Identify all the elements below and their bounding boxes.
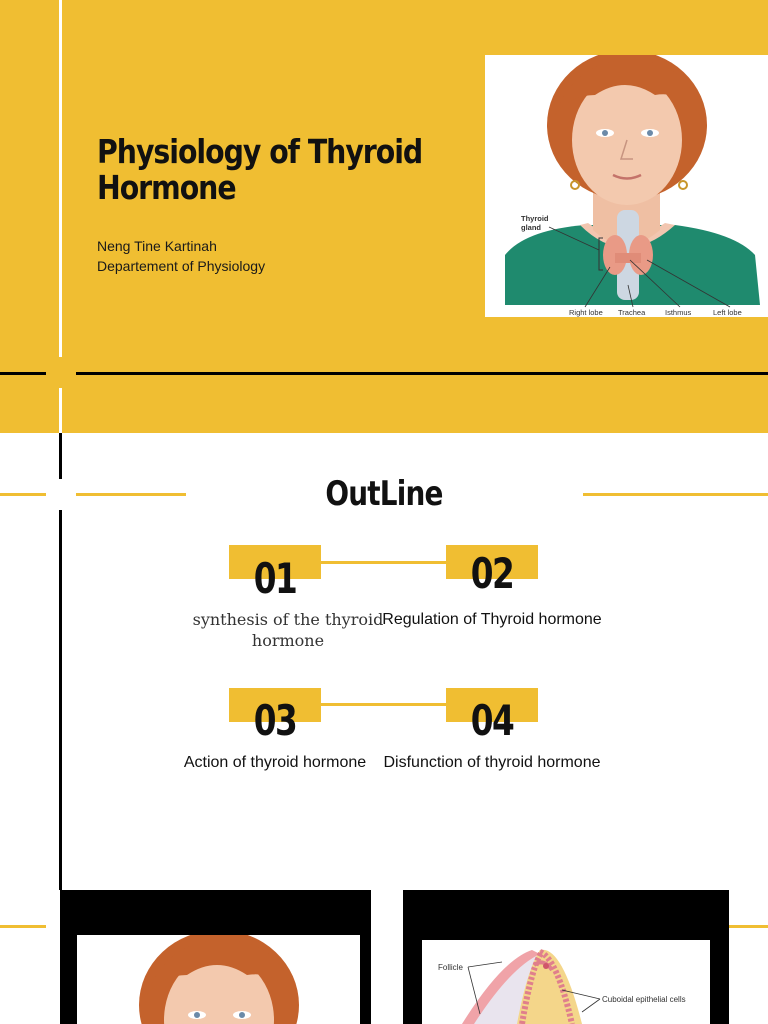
- label-thyroid-gland-2: gland: [521, 223, 541, 232]
- label-cuboidal-cells: Cuboidal epithelial cells: [602, 995, 686, 1004]
- number-01: 01: [253, 554, 297, 603]
- slide1-vertical-divider-lower: [59, 388, 62, 433]
- slide2-accent-line-right: [583, 493, 768, 496]
- label-follicle: Follicle: [438, 963, 463, 972]
- label-isthmus: Isthmus: [665, 308, 692, 317]
- department-name: Departement of Physiology: [97, 258, 266, 274]
- follicle-illustration: [422, 940, 710, 1024]
- page-title: Physiology of Thyroid Hormone: [97, 132, 423, 207]
- label-thyroid-gland-1: Thyroid: [521, 214, 549, 223]
- label-left-lobe: Left lobe: [713, 308, 742, 317]
- slide3-accent-line-left: [0, 925, 46, 928]
- label-right-lobe: Right lobe: [569, 308, 603, 317]
- slide1-horizontal-divider-left: [0, 372, 46, 375]
- outline-heading: OutLine: [325, 474, 443, 514]
- slide3-accent-line-right: [729, 925, 768, 928]
- connector-03-04: [320, 703, 447, 706]
- slide2-accent-line-left: [0, 493, 46, 496]
- slide1-horizontal-divider-right: [76, 372, 768, 375]
- number-03: 03: [253, 696, 297, 745]
- outline-item-04: Disfunction of thyroid hormone: [383, 754, 601, 771]
- thyroid-illustration-repeat: [77, 935, 360, 1024]
- author-name: Neng Tine Kartinah: [97, 238, 217, 254]
- thyroid-illustration: [485, 55, 768, 317]
- number-02: 02: [470, 549, 514, 598]
- number-04: 04: [470, 696, 514, 745]
- slide2-accent-line-mid: [76, 493, 186, 496]
- outline-item-01: synthesis of the thyroid hormone: [192, 610, 384, 650]
- connector-01-02: [320, 561, 447, 564]
- slide2-vertical-divider: [59, 510, 62, 890]
- slide1-vertical-divider: [59, 0, 62, 357]
- outline-item-03: Action of thyroid hormone: [183, 754, 367, 771]
- outline-item-02: Regulation of Thyroid hormone: [382, 611, 602, 628]
- label-trachea: Trachea: [618, 308, 646, 317]
- slide2-vertical-divider-top: [59, 433, 62, 479]
